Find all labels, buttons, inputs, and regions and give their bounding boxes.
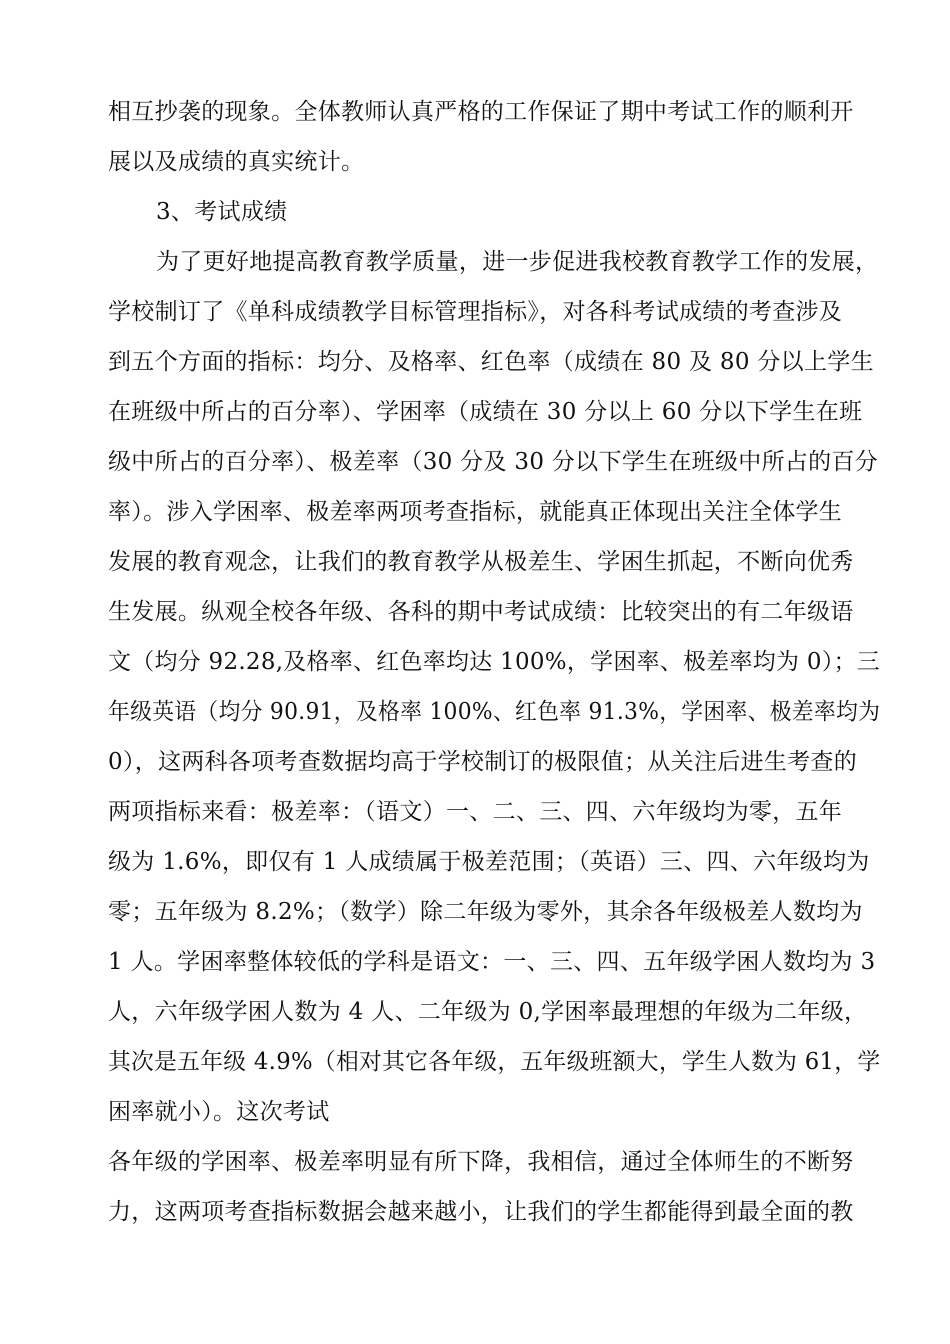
text-line: 到五个方面的指标：均分、及格率、红色率（成绩在 80 及 80 分以上学生 [108, 349, 874, 375]
text-line: 两项指标来看：极差率：（语文）一、二、三、四、六年级均为零，五年 [108, 799, 843, 825]
text-line: 各年级的学困率、极差率明显有所下降，我相信，通过全体师生的不断努 [108, 1149, 854, 1175]
text-line: 展以及成绩的真实统计。 [108, 149, 365, 175]
text-line: 为了更好地提高教育教学质量，进一步促进我校教育教学工作的发展， [156, 249, 879, 275]
text-line: 年级英语（均分 90.91，及格率 100%、红色率 91.3%，学困率、极差率均为 [108, 699, 881, 725]
text-line: 学校制订了《单科成绩教学目标管理指标》，对各科考试成绩的考查涉及 [108, 299, 843, 325]
text-line: 在班级中所占的百分率）、学困率（成绩在 30 分以上 60 分以下学生在班 [108, 399, 863, 425]
text-line: 力，这两项考查指标数据会越来越小，让我们的学生都能得到最全面的教 [108, 1199, 854, 1225]
text-line: 人，六年级学困人数为 4 人、二年级为 0,学困率最理想的年级为二年级， [108, 999, 868, 1025]
text-line: 文（均分 92.28,及格率、红色率均达 100%，学困率、极差率均为 0）；三 [108, 649, 880, 675]
text-line: 其次是五年级 4.9%（相对其它各年级，五年级班额大，学生人数为 61，学 [108, 1049, 881, 1075]
text-line: 生发展。纵观全校各年级、各科的期中考试成绩：比较突出的有二年级语 [108, 599, 854, 625]
section-heading: 3、考试成绩 [156, 199, 288, 225]
text-line: 零；五年级为 8.2%；（数学）除二年级为零外，其余各年级极差人数均为 [108, 899, 863, 925]
text-line: 率）。涉入学困率、极差率两项考查指标，就能真正体现出关注全体学生 [108, 499, 843, 525]
text-line: 级为 1.6%，即仅有 1 人成绩属于极差范围；（英语）三、四、六年级均为 [108, 849, 870, 875]
text-line: 级中所占的百分率）、极差率（30 分及 30 分以下学生在班级中所占的百分 [108, 449, 879, 475]
text-line: 发展的教育观念，让我们的教育教学从极差生、学困生抓起，不断向优秀 [108, 549, 854, 575]
text-line: 1 人。学困率整体较低的学科是语文：一、三、四、五年级学困人数均为 3 [108, 949, 876, 975]
text-line: 困率就小）。这次考试 [108, 1099, 330, 1125]
text-line: 相互抄袭的现象。全体教师认真严格的工作保证了期中考试工作的顺利开 [108, 99, 854, 125]
text-line: 0），这两科各项考查数据均高于学校制订的极限值；从关注后进生考查的 [108, 749, 858, 775]
